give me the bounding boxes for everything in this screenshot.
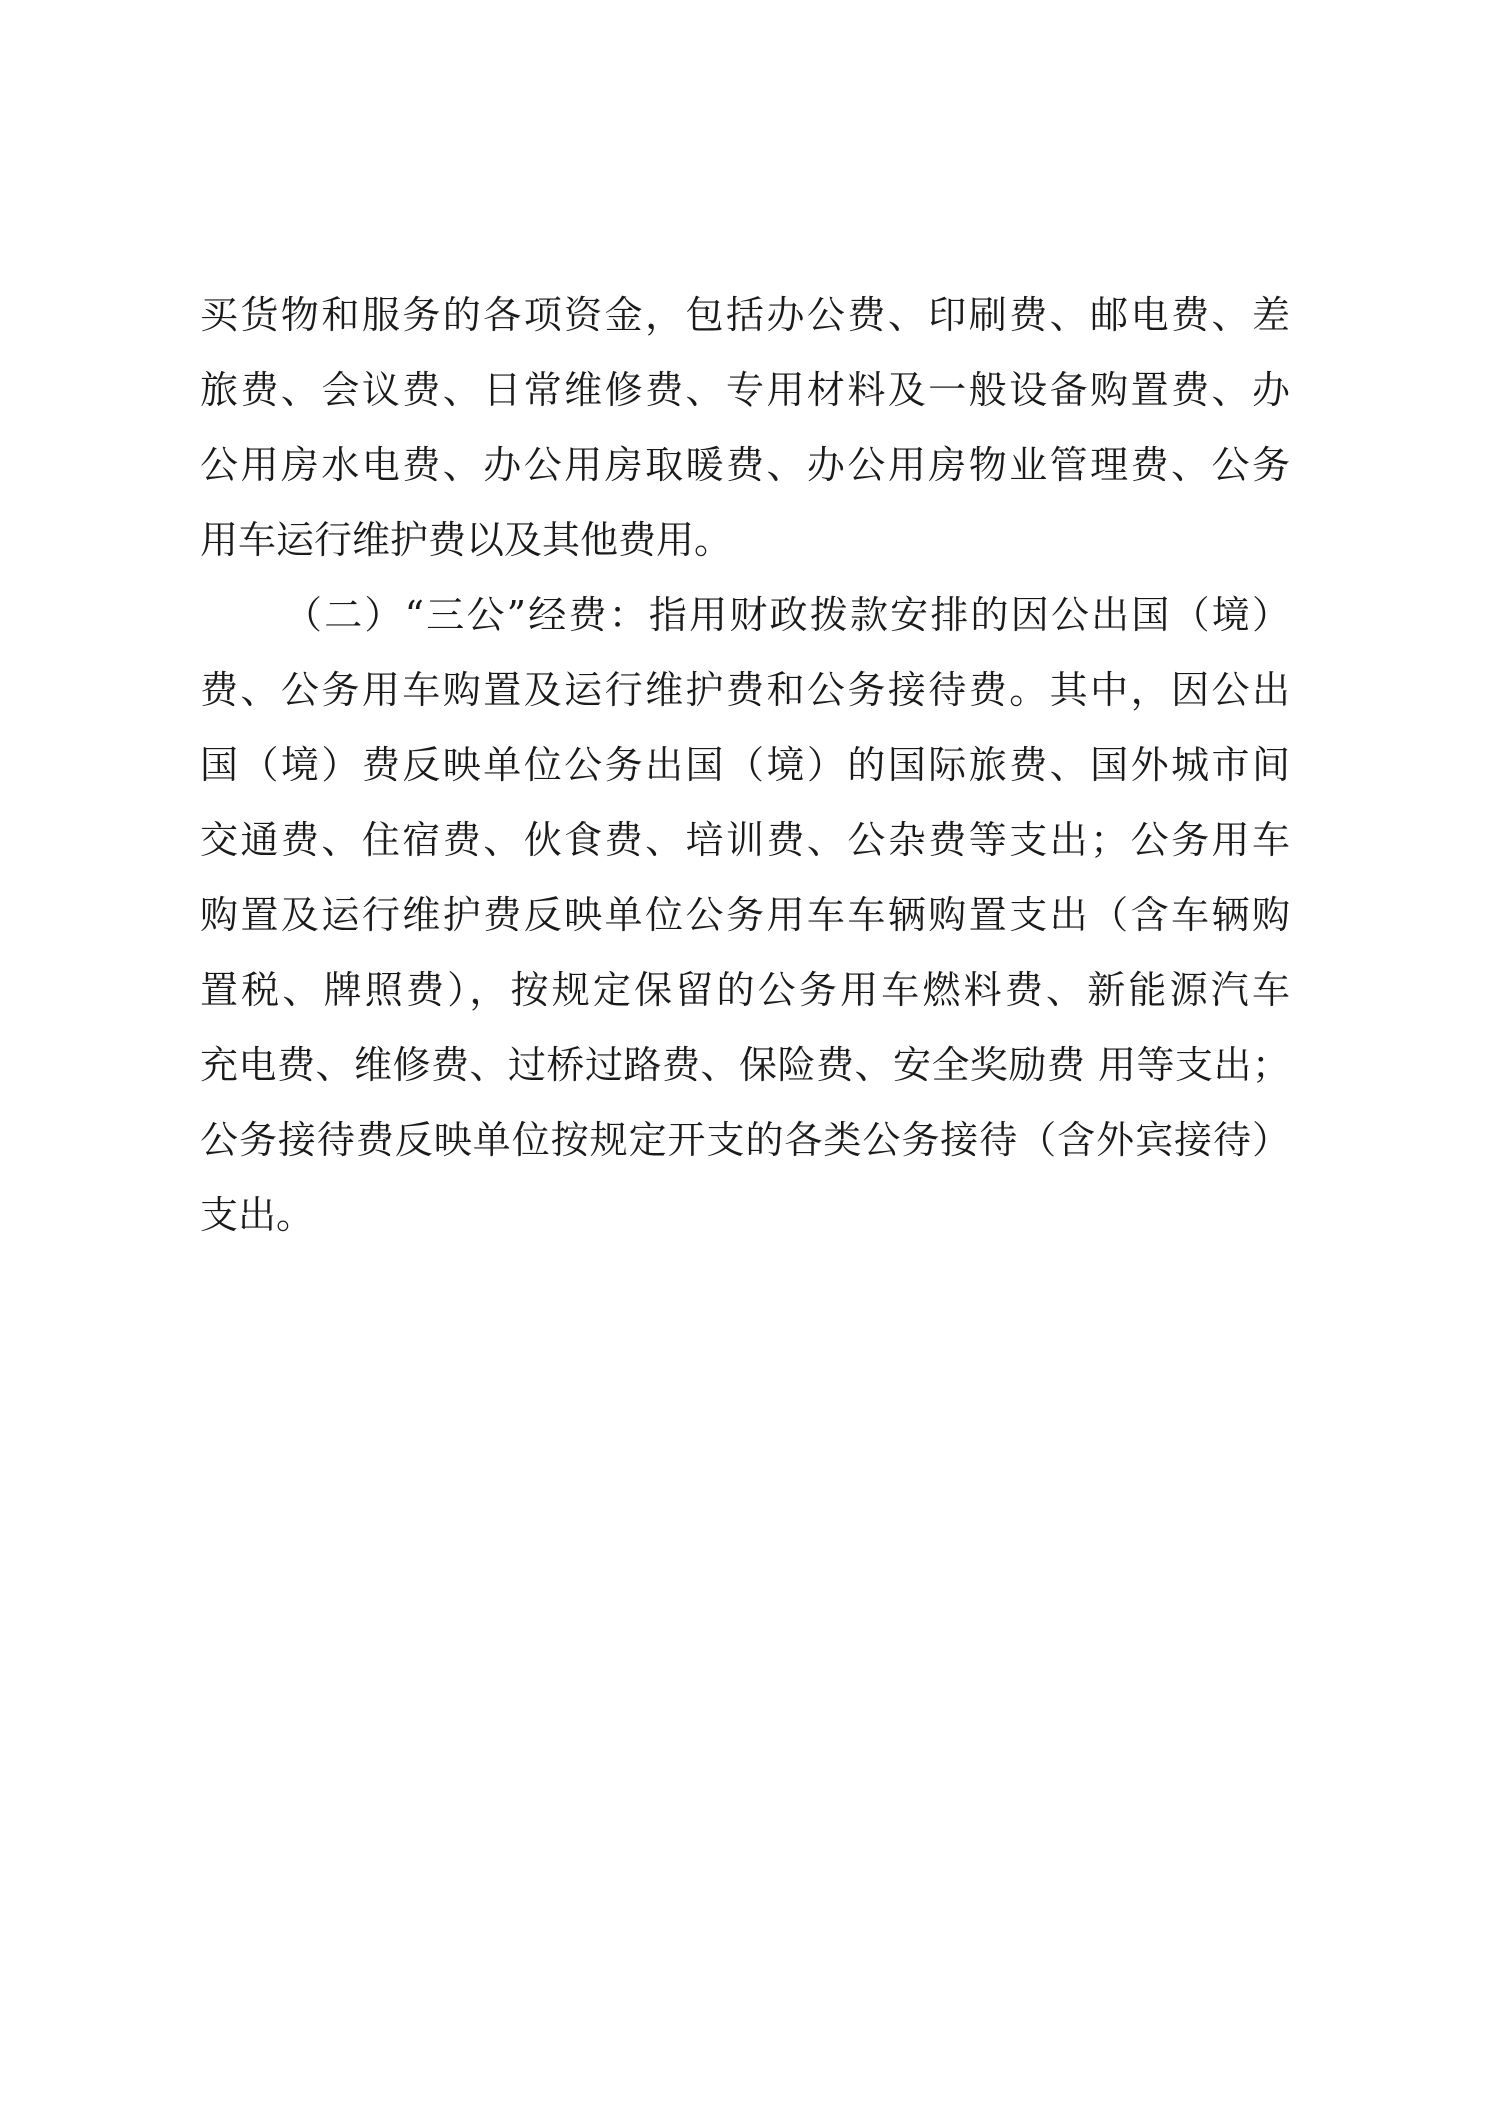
text-line: 交通费、住宿费、伙食费、培训费、公杂费等支出；公务用车	[200, 818, 1290, 862]
document-body	[200, 278, 1290, 1253]
text-line: 买货物和服务的各项资金，包括办公费、印刷费、邮电费、差	[200, 293, 1290, 337]
text-line: 支出。	[200, 1193, 315, 1237]
paragraph-three-public-expenses	[200, 578, 1290, 1253]
text-line: （二）“三公”经费：指用财政拨款安排的因公出国（境）	[284, 593, 1290, 637]
text-line: 公务接待费反映单位按规定开支的各类公务接待（含外宾接待）	[200, 1118, 1290, 1162]
text-line: 费、公务用车购置及运行维护费和公务接待费。其中，因公出	[200, 668, 1290, 712]
text-line: 用车运行维护费以及其他费用。	[200, 518, 733, 562]
paragraph-operating-expenses	[200, 278, 1290, 578]
text-line: 置税、牌照费），按规定保留的公务用车燃料费、新能源汽车	[200, 968, 1290, 1012]
text-line: 国（境）费反映单位公务出国（境）的国际旅费、国外城市间	[200, 743, 1290, 787]
text-line: 购置及运行维护费反映单位公务用车车辆购置支出（含车辆购	[200, 893, 1290, 937]
text-line: 充电费、维修费、过桥过路费、保险费、安全奖励费 用等支出；	[200, 1043, 1290, 1087]
text-line: 旅费、会议费、日常维修费、专用材料及一般设备购置费、办	[200, 368, 1290, 412]
text-line: 公用房水电费、办公用房取暖费、办公用房物业管理费、公务	[200, 443, 1290, 487]
